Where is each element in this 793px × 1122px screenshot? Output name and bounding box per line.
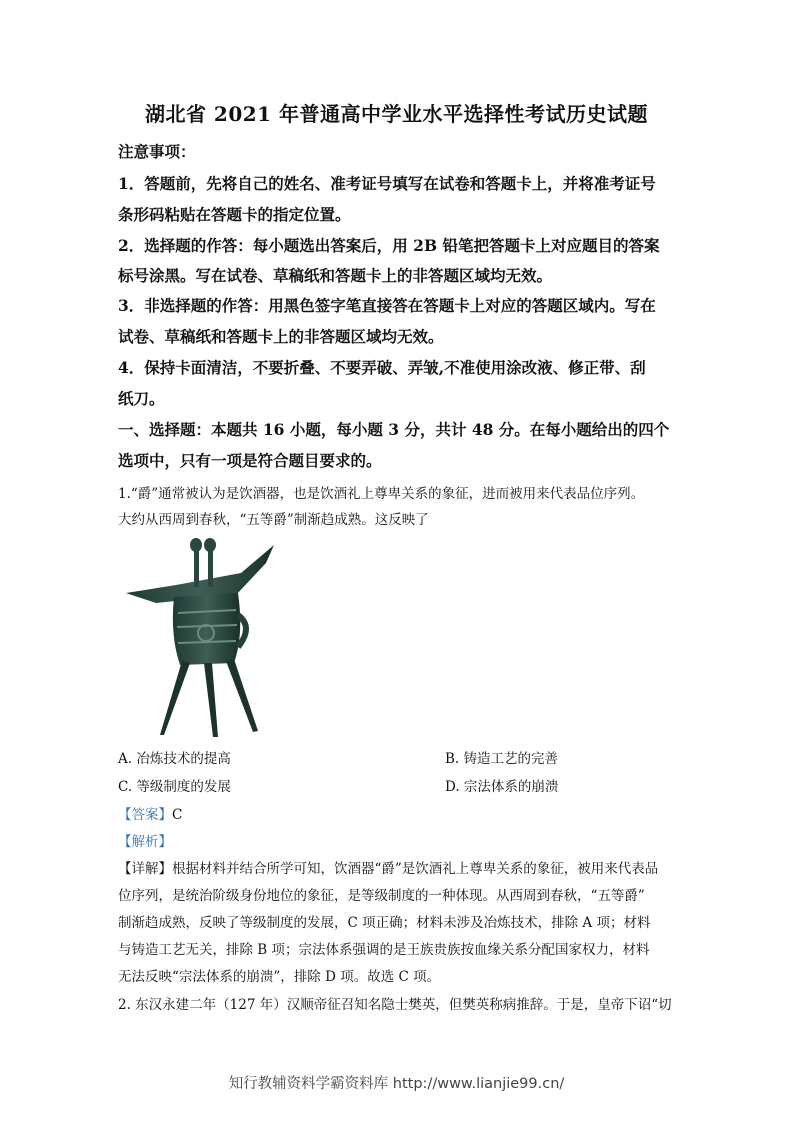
question-stem: 大约从西周到春秋，“五等爵”制渐趋成熟。这反映了 — [118, 512, 429, 528]
answer-line — [118, 803, 182, 823]
notice-line: 4．保持卡面清洁，不要折叠、不要弄破、弄皱,不准使用涂改液、修正带、刮 — [118, 358, 646, 377]
detail-line: 与铸造工艺无关，排除 B 项；宗法体系强调的是王族贵族按血缘关系分配国家权力，材料 — [118, 942, 650, 958]
notice-line: 1．答题前，先将自己的姓名、准考证号填写在试卷和答题卡上，并将准考证号 — [118, 174, 656, 193]
notice-line: 条形码粘贴在答题卡的指定位置。 — [118, 205, 351, 224]
option-b: B. 铸造工艺的完善 — [445, 751, 559, 767]
question-stem: 2. 东汉永建二年（127 年）汉顺帝征召知名隐士樊英，但樊英称病推辞。于是，皇帝下诏“切 — [118, 997, 672, 1013]
notice-line: 试卷、草稿纸和答题卡上的非答题区域均无效。 — [118, 327, 444, 346]
detail-tag: 【详解】 — [118, 861, 172, 877]
analysis-tag: 【解析】 — [118, 834, 172, 850]
option-d: D. 宗法体系的崩溃 — [445, 779, 559, 795]
detail-line: 无法反映“宗法体系的崩溃”，排除 D 项。故选 C 项。 — [118, 969, 441, 985]
bronze-jue-vessel-image — [116, 535, 281, 740]
notice-line: 2．选择题的作答：每小题选出答案后，用 2B 铅笔把答题卡上对应题目的答案 — [118, 236, 660, 255]
notice-heading: 注意事项： — [118, 142, 196, 161]
footer-watermark: 知行教辅资料学霸资料库 http://www.lianjie99.cn/ — [228, 1076, 565, 1092]
detail-line — [118, 857, 658, 877]
detail-line: 制渐趋成熟，反映了等级制度的发展，C 项正确；材料未涉及冶炼技术，排除 A 项；材料 — [118, 915, 651, 931]
notice-line: 标号涂黑。写在试卷、草稿纸和答题卡上的非答题区域均无效。 — [118, 266, 553, 285]
detail-text: 根据材料并结合所学可知，饮酒器“爵”是饮酒礼上尊卑关系的象征，被用来代表品 — [172, 861, 659, 877]
question-stem: 1.“爵”通常被认为是饮酒器，也是饮酒礼上尊卑关系的象征，进而被用来代表品位序列。 — [118, 486, 645, 502]
page-title: 湖北省 2021 年普通高中学业水平选择性考试历史试题 — [144, 102, 649, 126]
section-heading: 选项中，只有一项是符合题目要求的。 — [118, 451, 382, 470]
section-heading: 一、选择题：本题共 16 小题，每小题 3 分，共计 48 分。在每小题给出的四个 — [118, 420, 670, 439]
detail-line: 位序列，是统治阶级身份地位的象征，是等级制度的一种体现。从西周到春秋，“五等爵” — [118, 888, 645, 904]
notice-line: 3．非选择题的作答：用黑色签字笔直接答在答题卡上对应的答题区域内。写在 — [118, 296, 656, 315]
answer-tag: 【答案】 — [118, 807, 172, 823]
notice-line: 纸刀。 — [118, 389, 165, 408]
option-a: A. 冶炼技术的提高 — [118, 751, 231, 767]
option-c: C. 等级制度的发展 — [118, 779, 231, 795]
answer-value: C — [172, 807, 183, 823]
